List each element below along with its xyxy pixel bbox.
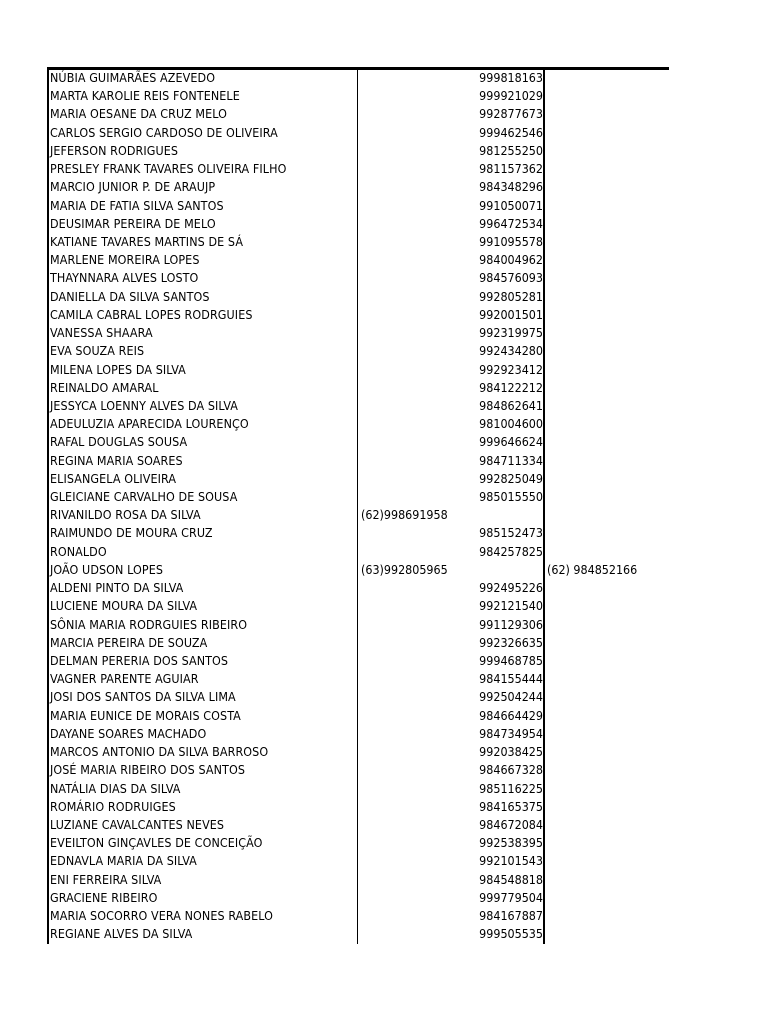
contact-phone: 981157362 [479,161,543,177]
contact-phone: 984257825 [479,543,543,559]
contact-phone: 992319975 [479,325,543,341]
contact-name: DANIELLA DA SILVA SANTOS [50,288,210,304]
table-row [49,834,669,852]
table-row [49,105,669,123]
contact-name: JEFERSON RODRIGUES [50,142,179,158]
table-row [49,397,669,415]
contact-table [49,69,669,944]
contact-name: REINALDO AMARAL [50,379,159,395]
contact-phone: 999505535 [479,926,543,942]
table-row [49,524,669,542]
contact-phone: 992538395 [479,835,543,851]
table-row [49,251,669,269]
table-row [49,889,669,907]
contact-phone: 996472534 [479,215,543,231]
table-row [49,543,669,561]
contact-phone: 984004962 [479,252,543,268]
contact-name: PRESLEY FRANK TAVARES OLIVEIRA FILHO [50,161,287,177]
table-row [49,324,669,342]
table-row [49,452,669,470]
table-row [49,761,669,779]
contact-name: ELISANGELA OLIVEIRA [50,470,177,486]
contact-phone: 984348296 [479,179,543,195]
contact-phone: 984122212 [479,379,543,395]
contact-name: GRACIENE RIBEIRO [50,889,158,905]
contact-name: JOSI DOS SANTOS DA SILVA LIMA [50,689,236,705]
contact-name: NÚBIA GUIMARÃES AZEVEDO [50,70,216,85]
contact-phone: 991129306 [479,616,543,632]
contact-name: JESSYCA LOENNY ALVES DA SILVA [50,397,239,413]
table-row [49,379,669,397]
table-row [49,415,669,433]
contact-name: MARTA KAROLIE REIS FONTENELE [50,88,240,104]
contact-alt-phone: (62)998691958 [361,507,448,523]
contact-name: EVEILTON GINÇAVLES DE CONCEIÇÃO [50,835,263,851]
contact-alt-phone: (63)992805965 [361,561,448,577]
contact-name: VAGNER PARENTE AGUIAR [50,671,199,687]
table-row [49,652,669,670]
contact-phone: 999921029 [479,88,543,104]
table-row [49,634,669,652]
table-row [49,433,669,451]
contact-name: GLEICIANE CARVALHO DE SOUSA [50,489,238,505]
table-row [49,852,669,870]
contact-phone: 992101543 [479,853,543,869]
table-row [49,306,669,324]
contact-name: ENI FERREIRA SILVA [50,871,162,887]
contact-phone: 984155444 [479,671,543,687]
contact-phone: 992504244 [479,689,543,705]
contact-phone: 999646624 [479,434,543,450]
table-row [49,670,669,688]
contact-phone: 991050071 [479,197,543,213]
contact-name: DEUSIMAR PEREIRA DE MELO [50,215,216,231]
contact-phone: 992495226 [479,580,543,596]
table-row [49,488,669,506]
contact-phone: 991095578 [479,233,543,249]
contact-name: DELMAN PERERIA DOS SANTOS [50,653,229,668]
contact-name: RIVANILDO ROSA DA SILVA [50,507,201,523]
contact-name: LUZIANE CAVALCANTES NEVES [50,816,225,832]
contact-phone: 992326635 [479,634,543,650]
table-row [49,288,669,306]
contact-phone: 999779504 [479,889,543,905]
contact-name: SÔNIA MARIA RODRGUIES RIBEIRO [50,616,248,632]
contact-name: VANESSA SHAARA [50,325,153,341]
contact-phone: 992001501 [479,306,543,322]
table-row [49,506,669,524]
contact-phone: 984664429 [479,707,543,723]
contact-phone: 999462546 [479,124,543,140]
table-row [49,816,669,834]
table-row [49,925,669,943]
contact-phone: 984576093 [479,270,543,286]
contact-phone: 985116225 [479,780,543,796]
contact-name: CARLOS SERGIO CARDOSO DE OLIVEIRA [50,124,278,140]
table-row [49,178,669,196]
contact-name: RAFAL DOUGLAS SOUSA [50,434,188,450]
table-row [49,69,669,87]
table-row [49,124,669,142]
contact-phone: 999468785 [479,653,543,668]
contact-phone: 992877673 [479,106,543,122]
contact-name: JOÃO UDSON LOPES [50,561,164,577]
contact-name: RAIMUNDO DE MOURA CRUZ [50,525,213,541]
table-row [49,780,669,798]
contact-name: MILENA LOPES DA SILVA [50,361,186,377]
table-row [49,361,669,379]
contact-name: LUCIENE MOURA DA SILVA [50,598,198,614]
contact-name: KATIANE TAVARES MARTINS DE SÁ [50,233,244,249]
table-row [49,579,669,597]
contact-name: MARIA DE FATIA SILVA SANTOS [50,197,224,213]
table-row [49,233,669,251]
contact-name: THAYNNARA ALVES LOSTO [50,270,199,286]
contact-phone: 999818163 [479,70,543,85]
contact-name: MARCOS ANTONIO DA SILVA BARROSO [50,744,269,760]
contact-name: MARIA EUNICE DE MORAIS COSTA [50,707,241,723]
contact-phone: 992038425 [479,744,543,760]
table-row [49,871,669,889]
contact-phone: 984734954 [479,725,543,741]
contact-phone: 992121540 [479,598,543,614]
contact-name: REGINA MARIA SOARES [50,452,183,468]
table-row [49,725,669,743]
contact-phone: 981004600 [479,416,543,432]
contact-name: EVA SOUZA REIS [50,343,145,359]
contact-name: CAMILA CABRAL LOPES RODRGUIES [50,306,253,322]
table-row [49,470,669,488]
table-row [49,616,669,634]
contact-phone: 992805281 [479,288,543,304]
table-row [49,215,669,233]
table-row [49,160,669,178]
contact-name: MARIA SOCORRO VERA NONES RABELO [50,908,274,924]
contact-phone: 992923412 [479,361,543,377]
contact-name: MARIA OESANE DA CRUZ MELO [50,106,227,122]
contact-phone: 984165375 [479,798,543,814]
contact-name: MARLENE MOREIRA LOPES [50,252,200,268]
contact-extra-phone: (62) 984852166 [547,561,638,577]
table-row [49,269,669,287]
contact-name: ADEULUZIA APARECIDA LOURENÇO [50,416,249,432]
table-row [49,907,669,925]
contact-phone: 984667328 [479,762,543,778]
contact-phone: 984672084 [479,816,543,832]
contact-name: MARCIO JUNIOR P. DE ARAUJP [50,179,216,195]
table-row [49,561,669,579]
table-row [49,798,669,816]
table-row [49,197,669,215]
contact-name: REGIANE ALVES DA SILVA [50,926,193,942]
table-row [49,707,669,725]
contact-phone: 985152473 [479,525,543,541]
table-row [49,142,669,160]
contact-phone: 984167887 [479,908,543,924]
contact-name: JOSÉ MARIA RIBEIRO DOS SANTOS [50,762,246,778]
table-row [49,342,669,360]
table-row [49,743,669,761]
contact-name: RONALDO [50,543,107,559]
contact-name: ROMÁRIO RODRUIGES [50,798,176,814]
table-row [49,87,669,105]
contact-name: NATÁLIA DIAS DA SILVA [50,780,181,796]
contact-name: EDNAVLA MARIA DA SILVA [50,853,197,869]
contact-name: DAYANE SOARES MACHADO [50,725,207,741]
table-row [49,597,669,615]
contact-phone: 992825049 [479,470,543,486]
contact-phone: 984711334 [479,452,543,468]
contact-name: ALDENI PINTO DA SILVA [50,580,184,596]
table-row [49,688,669,706]
contact-phone: 985015550 [479,489,543,505]
contact-phone: 992434280 [479,343,543,359]
contact-phone: 984548818 [479,871,543,887]
contact-phone: 984862641 [479,397,543,413]
contact-name: MARCIA PEREIRA DE SOUZA [50,634,208,650]
contact-phone: 981255250 [479,142,543,158]
